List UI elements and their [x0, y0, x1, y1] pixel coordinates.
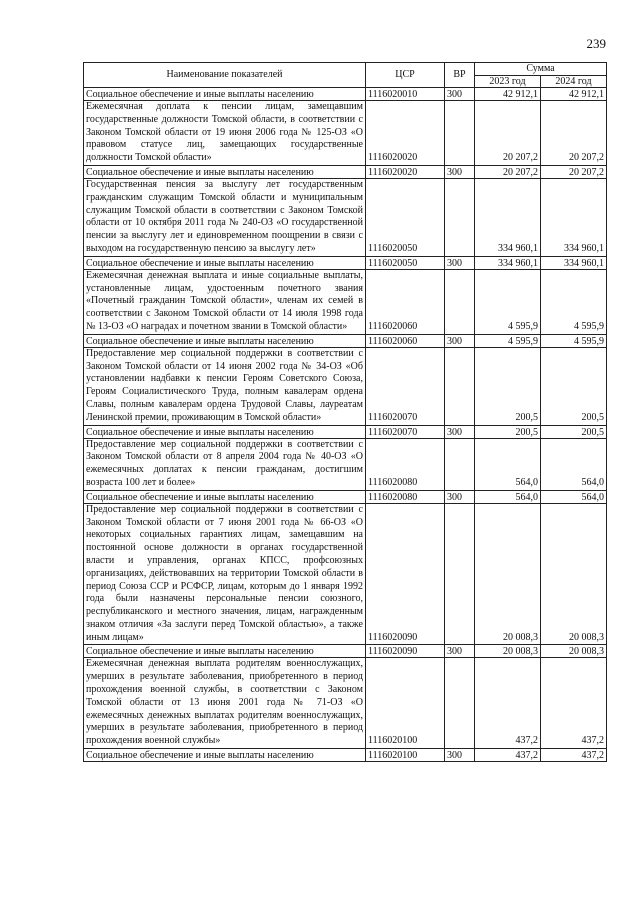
row-sum-2024-cell: 20 207,2: [541, 165, 607, 178]
column-header-2023: 2023 год: [475, 75, 541, 88]
row-csr-cell: 1116020090: [366, 645, 445, 658]
row-csr-cell: 1116020060: [366, 269, 445, 334]
row-sum-2024-cell: 564,0: [541, 438, 607, 490]
row-sum-2023-cell: 334 960,1: [475, 256, 541, 269]
table-row: [84, 490, 607, 503]
table-row: [84, 334, 607, 347]
row-name-cell: Ежемесячная денежная выплата родителям военнослужащих, умерших в результате заболевания, приобретенного в период прохождения военной службы, в соответствии с Законом Томской области от 13 июня 2001 года № 71-ОЗ «О ежемесячных денежных выплатах родителям военнослужащих, умерших в результате заболевания, приобретенного в период прохождения военной службы»: [84, 658, 366, 749]
row-vr-cell: [445, 347, 475, 425]
table-row: [84, 645, 607, 658]
row-csr-cell: 1116020050: [366, 178, 445, 256]
table-row: [84, 256, 607, 269]
row-name-cell: Социальное обеспечение и иные выплаты населению: [84, 165, 366, 178]
row-csr-cell: 1116020050: [366, 256, 445, 269]
row-sum-2024-cell: 437,2: [541, 658, 607, 749]
row-sum-2023-cell: 20 207,2: [475, 101, 541, 166]
table-row: [84, 165, 607, 178]
row-csr-cell: 1116020060: [366, 334, 445, 347]
row-csr-cell: 1116020020: [366, 101, 445, 166]
column-header-csr: ЦСР: [366, 63, 445, 88]
row-vr-cell: 300: [445, 165, 475, 178]
table-body: [84, 88, 607, 762]
row-sum-2023-cell: 42 912,1: [475, 88, 541, 101]
row-csr-cell: 1116020020: [366, 165, 445, 178]
row-sum-2024-cell: 334 960,1: [541, 178, 607, 256]
row-name-cell: Социальное обеспечение и иные выплаты населению: [84, 749, 366, 762]
row-sum-2023-cell: 4 595,9: [475, 334, 541, 347]
row-name-cell: Предоставление мер социальной поддержки в соответствии с Законом Томской области от 14 июня 2002 года № 34-ОЗ «Об установлении надбавки к пенсии Героям Советского Союза, Героям Социалистического Труда, полным кавалерам ордена Славы, полным кавалерам ордена Трудовой Славы, лауреатам Ленинской премии, проживающим в Томской области»: [84, 347, 366, 425]
row-vr-cell: 300: [445, 256, 475, 269]
column-header-name: Наименование показателей: [84, 63, 366, 88]
row-sum-2024-cell: 20 008,3: [541, 503, 607, 645]
row-sum-2024-cell: 4 595,9: [541, 334, 607, 347]
row-vr-cell: 300: [445, 425, 475, 438]
row-name-cell: Социальное обеспечение и иные выплаты населению: [84, 88, 366, 101]
row-sum-2023-cell: 564,0: [475, 490, 541, 503]
row-csr-cell: 1116020070: [366, 425, 445, 438]
row-vr-cell: [445, 438, 475, 490]
row-sum-2023-cell: 20 008,3: [475, 645, 541, 658]
row-sum-2023-cell: 334 960,1: [475, 178, 541, 256]
row-vr-cell: 300: [445, 490, 475, 503]
row-sum-2023-cell: 20 008,3: [475, 503, 541, 645]
row-name-cell: Социальное обеспечение и иные выплаты населению: [84, 645, 366, 658]
table-row: [84, 88, 607, 101]
row-sum-2024-cell: 20 008,3: [541, 645, 607, 658]
table-row: [84, 178, 607, 256]
row-csr-cell: 1116020070: [366, 347, 445, 425]
row-sum-2024-cell: 42 912,1: [541, 88, 607, 101]
row-sum-2023-cell: 437,2: [475, 749, 541, 762]
row-name-cell: Социальное обеспечение и иные выплаты населению: [84, 490, 366, 503]
row-vr-cell: [445, 269, 475, 334]
row-csr-cell: 1116020080: [366, 490, 445, 503]
row-name-cell: Предоставление мер социальной поддержки в соответствии с Законом Томской области от 7 июня 2001 года № 66-ОЗ «О некоторых социальных гарантиях лицам, замещавшим на постоянной основе должности в органах государственной власти и управления, органах КПСС, профсоюзных организациях, действовавших на территории Томской области в период Союза ССР и РСФСР, лицам, которым до 1 января 1992 года были назначены персональные пенсии союзного, республиканского и местного значения, лицам, награжденным знаком отличия «За заслуги перед Томской областью», а также иным лицам»: [84, 503, 366, 645]
row-name-cell: Социальное обеспечение и иные выплаты населению: [84, 425, 366, 438]
row-name-cell: Ежемесячная доплата к пенсии лицам, замещавшим государственные должности Томской области, в соответствии с Законом Томской области от 19 июня 2006 года № 125-ОЗ «О правовом статусе лиц, замещающих государственные должности Томской области»: [84, 101, 366, 166]
table-header: [84, 63, 607, 88]
row-sum-2023-cell: 20 207,2: [475, 165, 541, 178]
row-csr-cell: 1116020100: [366, 749, 445, 762]
table-row: [84, 101, 607, 166]
row-sum-2024-cell: 437,2: [541, 749, 607, 762]
row-name-cell: Государственная пенсия за выслугу лет государственным гражданским служащим Томской области и муниципальным служащим Томской области в соответствии с Законом Томской области от 10 октября 2011 года № 240-ОЗ «О государственной пенсии за выслугу лет и единовременном поощрении в связи с выходом на государственную пенсию за выслугу лет»: [84, 178, 366, 256]
row-csr-cell: 1116020010: [366, 88, 445, 101]
row-sum-2024-cell: 564,0: [541, 490, 607, 503]
budget-table: [83, 62, 607, 762]
table-row: [84, 425, 607, 438]
row-vr-cell: 300: [445, 749, 475, 762]
table-row: [84, 347, 607, 425]
row-csr-cell: 1116020080: [366, 438, 445, 490]
row-sum-2023-cell: 200,5: [475, 347, 541, 425]
row-vr-cell: 300: [445, 88, 475, 101]
row-sum-2024-cell: 334 960,1: [541, 256, 607, 269]
row-vr-cell: [445, 658, 475, 749]
row-name-cell: Социальное обеспечение и иные выплаты населению: [84, 256, 366, 269]
row-csr-cell: 1116020100: [366, 658, 445, 749]
row-sum-2023-cell: 200,5: [475, 425, 541, 438]
column-header-vr: ВР: [445, 63, 475, 88]
table-row: [84, 749, 607, 762]
row-sum-2024-cell: 4 595,9: [541, 269, 607, 334]
column-header-sum: Сумма: [475, 63, 607, 76]
row-vr-cell: [445, 101, 475, 166]
row-sum-2023-cell: 4 595,9: [475, 269, 541, 334]
row-sum-2023-cell: 437,2: [475, 658, 541, 749]
row-name-cell: Социальное обеспечение и иные выплаты населению: [84, 334, 366, 347]
row-csr-cell: 1116020090: [366, 503, 445, 645]
page-number: 239: [586, 36, 606, 51]
row-vr-cell: [445, 178, 475, 256]
row-sum-2023-cell: 564,0: [475, 438, 541, 490]
column-header-2024: 2024 год: [541, 75, 607, 88]
row-vr-cell: 300: [445, 645, 475, 658]
row-vr-cell: [445, 503, 475, 645]
table-row: [84, 503, 607, 645]
row-sum-2024-cell: 20 207,2: [541, 101, 607, 166]
row-sum-2024-cell: 200,5: [541, 347, 607, 425]
table-row: [84, 658, 607, 749]
table-row: [84, 269, 607, 334]
row-name-cell: Предоставление мер социальной поддержки в соответствии с Законом Томской области от 8 апреля 2004 года № 40-ОЗ «О ежемесячных доплатах к пенсии гражданам, достигшим возраста 100 лет и более»: [84, 438, 366, 490]
row-sum-2024-cell: 200,5: [541, 425, 607, 438]
row-name-cell: Ежемесячная денежная выплата и иные социальные выплаты, установленные лицам, удостоенным почетного звания «Почетный гражданин Томской области», членам их семей в соответствии с Законом Томской области от 14 июля 1998 года № 13-ОЗ «О наградах и почетном звании в Томской области»: [84, 269, 366, 334]
row-vr-cell: 300: [445, 334, 475, 347]
table-row: [84, 438, 607, 490]
